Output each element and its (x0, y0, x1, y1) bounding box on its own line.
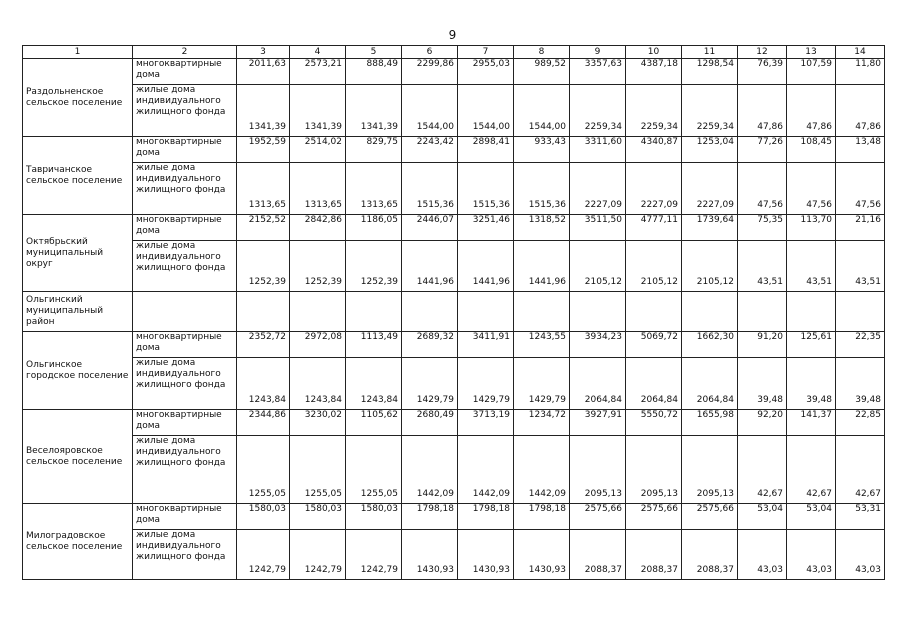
value-cell: 47,56 (787, 163, 836, 215)
value-cell: 1662,30 (682, 332, 738, 358)
value-cell: 2575,66 (570, 504, 626, 530)
value-cell: 3251,46 (458, 215, 514, 241)
table-row (23, 85, 885, 137)
value-cell: 989,52 (514, 59, 570, 85)
value-cell: 2344,86 (237, 410, 290, 436)
value-cell: 47,86 (738, 85, 787, 137)
value-cell: 3934,23 (570, 332, 626, 358)
value-cell: 43,51 (787, 241, 836, 292)
value-cell (570, 292, 626, 332)
value-cell (682, 292, 738, 332)
value-cell: 1255,05 (346, 436, 402, 504)
value-cell: 1252,39 (237, 241, 290, 292)
value-cell: 1243,84 (346, 358, 402, 410)
value-cell: 125,61 (787, 332, 836, 358)
housing-type-cell: многоквартирные дома (133, 137, 237, 163)
column-header: 14 (836, 46, 885, 59)
value-cell: 3713,19 (458, 410, 514, 436)
value-cell: 43,03 (738, 530, 787, 580)
value-cell: 3927,91 (570, 410, 626, 436)
value-cell: 2227,09 (570, 163, 626, 215)
column-header: 6 (402, 46, 458, 59)
value-cell: 1544,00 (458, 85, 514, 137)
value-cell: 2105,12 (570, 241, 626, 292)
value-cell (402, 292, 458, 332)
value-cell: 2088,37 (570, 530, 626, 580)
value-cell: 1313,65 (346, 163, 402, 215)
value-cell: 13,48 (836, 137, 885, 163)
column-header: 13 (787, 46, 836, 59)
value-cell: 1313,65 (290, 163, 346, 215)
value-cell: 75,35 (738, 215, 787, 241)
table-row (23, 530, 885, 580)
value-cell: 1515,36 (402, 163, 458, 215)
value-cell: 2259,34 (626, 85, 682, 137)
value-cell: 2105,12 (682, 241, 738, 292)
value-cell (836, 292, 885, 332)
value-cell: 1242,79 (290, 530, 346, 580)
value-cell: 1430,93 (514, 530, 570, 580)
value-cell: 1580,03 (237, 504, 290, 530)
settlement-name-cell: Веселояровское сельское поселение (23, 410, 133, 504)
value-cell: 1318,52 (514, 215, 570, 241)
value-cell: 47,86 (836, 85, 885, 137)
value-cell: 1441,96 (514, 241, 570, 292)
value-cell: 43,51 (738, 241, 787, 292)
value-cell: 2105,12 (626, 241, 682, 292)
value-cell: 2095,13 (626, 436, 682, 504)
value-cell: 108,45 (787, 137, 836, 163)
value-cell: 1544,00 (402, 85, 458, 137)
value-cell (458, 292, 514, 332)
value-cell: 1242,79 (346, 530, 402, 580)
housing-type-cell: многоквартирные дома (133, 410, 237, 436)
value-cell: 2680,49 (402, 410, 458, 436)
value-cell: 2095,13 (570, 436, 626, 504)
value-cell: 1105,62 (346, 410, 402, 436)
value-cell: 2299,86 (402, 59, 458, 85)
table-row (23, 163, 885, 215)
value-cell: 1253,04 (682, 137, 738, 163)
value-cell: 933,43 (514, 137, 570, 163)
value-cell: 1341,39 (346, 85, 402, 137)
table-header (23, 46, 885, 59)
value-cell: 1442,09 (402, 436, 458, 504)
value-cell: 1515,36 (514, 163, 570, 215)
value-cell: 11,80 (836, 59, 885, 85)
value-cell: 1580,03 (346, 504, 402, 530)
value-cell: 39,48 (787, 358, 836, 410)
value-cell: 1430,93 (458, 530, 514, 580)
value-cell: 53,04 (787, 504, 836, 530)
value-cell: 77,26 (738, 137, 787, 163)
value-cell: 113,70 (787, 215, 836, 241)
value-cell: 1255,05 (290, 436, 346, 504)
value-cell: 1442,09 (458, 436, 514, 504)
value-cell (738, 292, 787, 332)
page-number: 9 (448, 28, 457, 42)
value-cell: 91,20 (738, 332, 787, 358)
value-cell: 1515,36 (458, 163, 514, 215)
table-row (23, 410, 885, 436)
value-cell: 1341,39 (290, 85, 346, 137)
settlement-name-cell: Раздольненское сельское поселение (23, 59, 133, 137)
housing-type-cell: многоквартирные дома (133, 332, 237, 358)
housing-type-cell: жилые дома индивидуального жилищного фонда (133, 530, 237, 580)
value-cell: 2898,41 (458, 137, 514, 163)
value-cell: 2088,37 (626, 530, 682, 580)
housing-type-cell: жилые дома индивидуального жилищного фонда (133, 358, 237, 410)
value-cell (626, 292, 682, 332)
value-cell: 1298,54 (682, 59, 738, 85)
value-cell: 1544,00 (514, 85, 570, 137)
value-cell: 92,20 (738, 410, 787, 436)
value-cell: 1580,03 (290, 504, 346, 530)
value-cell: 2972,08 (290, 332, 346, 358)
housing-type-cell: жилые дома индивидуального жилищного фонда (133, 163, 237, 215)
value-cell: 5069,72 (626, 332, 682, 358)
column-header: 1 (23, 46, 133, 59)
value-cell: 2575,66 (682, 504, 738, 530)
housing-type-cell: жилые дома индивидуального жилищного фонда (133, 85, 237, 137)
value-cell (514, 292, 570, 332)
column-header: 12 (738, 46, 787, 59)
value-cell: 1429,79 (514, 358, 570, 410)
value-cell: 141,37 (787, 410, 836, 436)
value-cell: 1655,98 (682, 410, 738, 436)
housing-type-cell: жилые дома индивидуального жилищного фонда (133, 436, 237, 504)
value-cell: 3411,91 (458, 332, 514, 358)
value-cell: 4387,18 (626, 59, 682, 85)
value-cell: 1255,05 (237, 436, 290, 504)
value-cell: 1798,18 (402, 504, 458, 530)
table-row (23, 358, 885, 410)
settlement-name-cell: Ольгинский муниципальный район (23, 292, 133, 332)
value-cell: 2352,72 (237, 332, 290, 358)
value-cell: 47,56 (738, 163, 787, 215)
value-cell: 1243,55 (514, 332, 570, 358)
value-cell: 2064,84 (570, 358, 626, 410)
value-cell: 1234,72 (514, 410, 570, 436)
value-cell: 1243,84 (237, 358, 290, 410)
value-cell: 1243,84 (290, 358, 346, 410)
value-cell: 1252,39 (346, 241, 402, 292)
table-row (23, 332, 885, 358)
value-cell: 5550,72 (626, 410, 682, 436)
table-row (23, 436, 885, 504)
column-header: 8 (514, 46, 570, 59)
value-cell: 3357,63 (570, 59, 626, 85)
table-row (23, 504, 885, 530)
table-body (23, 59, 885, 580)
column-header: 2 (133, 46, 237, 59)
value-cell: 2259,34 (682, 85, 738, 137)
value-cell: 829,75 (346, 137, 402, 163)
value-cell: 1113,49 (346, 332, 402, 358)
value-cell: 2514,02 (290, 137, 346, 163)
value-cell: 2064,84 (682, 358, 738, 410)
value-cell: 22,35 (836, 332, 885, 358)
column-header: 5 (346, 46, 402, 59)
value-cell (290, 292, 346, 332)
value-cell: 3311,60 (570, 137, 626, 163)
value-cell: 42,67 (836, 436, 885, 504)
value-cell: 1313,65 (237, 163, 290, 215)
value-cell (237, 292, 290, 332)
housing-type-cell: многоквартирные дома (133, 59, 237, 85)
table-row (23, 59, 885, 85)
value-cell: 1186,05 (346, 215, 402, 241)
value-cell: 3230,02 (290, 410, 346, 436)
column-header: 10 (626, 46, 682, 59)
housing-type-cell: многоквартирные дома (133, 504, 237, 530)
value-cell: 888,49 (346, 59, 402, 85)
value-cell: 2575,66 (626, 504, 682, 530)
table-row (23, 292, 885, 332)
value-cell: 1441,96 (458, 241, 514, 292)
column-header: 11 (682, 46, 738, 59)
column-header: 7 (458, 46, 514, 59)
value-cell: 53,31 (836, 504, 885, 530)
settlement-name-cell: Милоградовское сельское поселение (23, 504, 133, 580)
value-cell: 21,16 (836, 215, 885, 241)
value-cell: 43,03 (836, 530, 885, 580)
value-cell: 1429,79 (402, 358, 458, 410)
value-cell: 2955,03 (458, 59, 514, 85)
column-number-row (23, 46, 885, 59)
value-cell: 1242,79 (237, 530, 290, 580)
value-cell: 43,51 (836, 241, 885, 292)
value-cell: 43,03 (787, 530, 836, 580)
value-cell: 1252,39 (290, 241, 346, 292)
value-cell: 2095,13 (682, 436, 738, 504)
value-cell: 2446,07 (402, 215, 458, 241)
value-cell: 2259,34 (570, 85, 626, 137)
value-cell: 1952,59 (237, 137, 290, 163)
value-cell: 1739,64 (682, 215, 738, 241)
column-header: 4 (290, 46, 346, 59)
settlement-name-cell: Октябрьский муниципальный округ (23, 215, 133, 292)
housing-type-cell: многоквартирные дома (133, 215, 237, 241)
value-cell: 42,67 (787, 436, 836, 504)
value-cell: 47,86 (787, 85, 836, 137)
value-cell: 42,67 (738, 436, 787, 504)
value-cell: 1429,79 (458, 358, 514, 410)
column-header: 3 (237, 46, 290, 59)
housing-type-cell: жилые дома индивидуального жилищного фонда (133, 241, 237, 292)
value-cell: 2011,63 (237, 59, 290, 85)
value-cell: 2689,32 (402, 332, 458, 358)
table-row (23, 241, 885, 292)
value-cell (787, 292, 836, 332)
value-cell: 3511,50 (570, 215, 626, 241)
value-cell: 2152,52 (237, 215, 290, 241)
value-cell: 1430,93 (402, 530, 458, 580)
value-cell: 39,48 (738, 358, 787, 410)
value-cell: 2227,09 (626, 163, 682, 215)
value-cell: 2064,84 (626, 358, 682, 410)
value-cell: 47,56 (836, 163, 885, 215)
column-header: 9 (570, 46, 626, 59)
value-cell: 39,48 (836, 358, 885, 410)
value-cell: 2842,86 (290, 215, 346, 241)
value-cell: 1341,39 (237, 85, 290, 137)
table-row (23, 137, 885, 163)
value-cell: 76,39 (738, 59, 787, 85)
value-cell: 4340,87 (626, 137, 682, 163)
value-cell: 2227,09 (682, 163, 738, 215)
value-cell: 1798,18 (514, 504, 570, 530)
value-cell: 2573,21 (290, 59, 346, 85)
value-cell: 1442,09 (514, 436, 570, 504)
value-cell: 2243,42 (402, 137, 458, 163)
settlement-name-cell: Тавричанское сельское поселение (23, 137, 133, 215)
settlement-name-cell: Ольгинское городское поселение (23, 332, 133, 410)
table-row (23, 215, 885, 241)
value-cell: 107,59 (787, 59, 836, 85)
tariff-table (22, 45, 885, 580)
value-cell: 1798,18 (458, 504, 514, 530)
value-cell: 4777,11 (626, 215, 682, 241)
value-cell: 2088,37 (682, 530, 738, 580)
value-cell: 22,85 (836, 410, 885, 436)
housing-type-cell (133, 292, 237, 332)
value-cell: 1441,96 (402, 241, 458, 292)
value-cell: 53,04 (738, 504, 787, 530)
value-cell (346, 292, 402, 332)
